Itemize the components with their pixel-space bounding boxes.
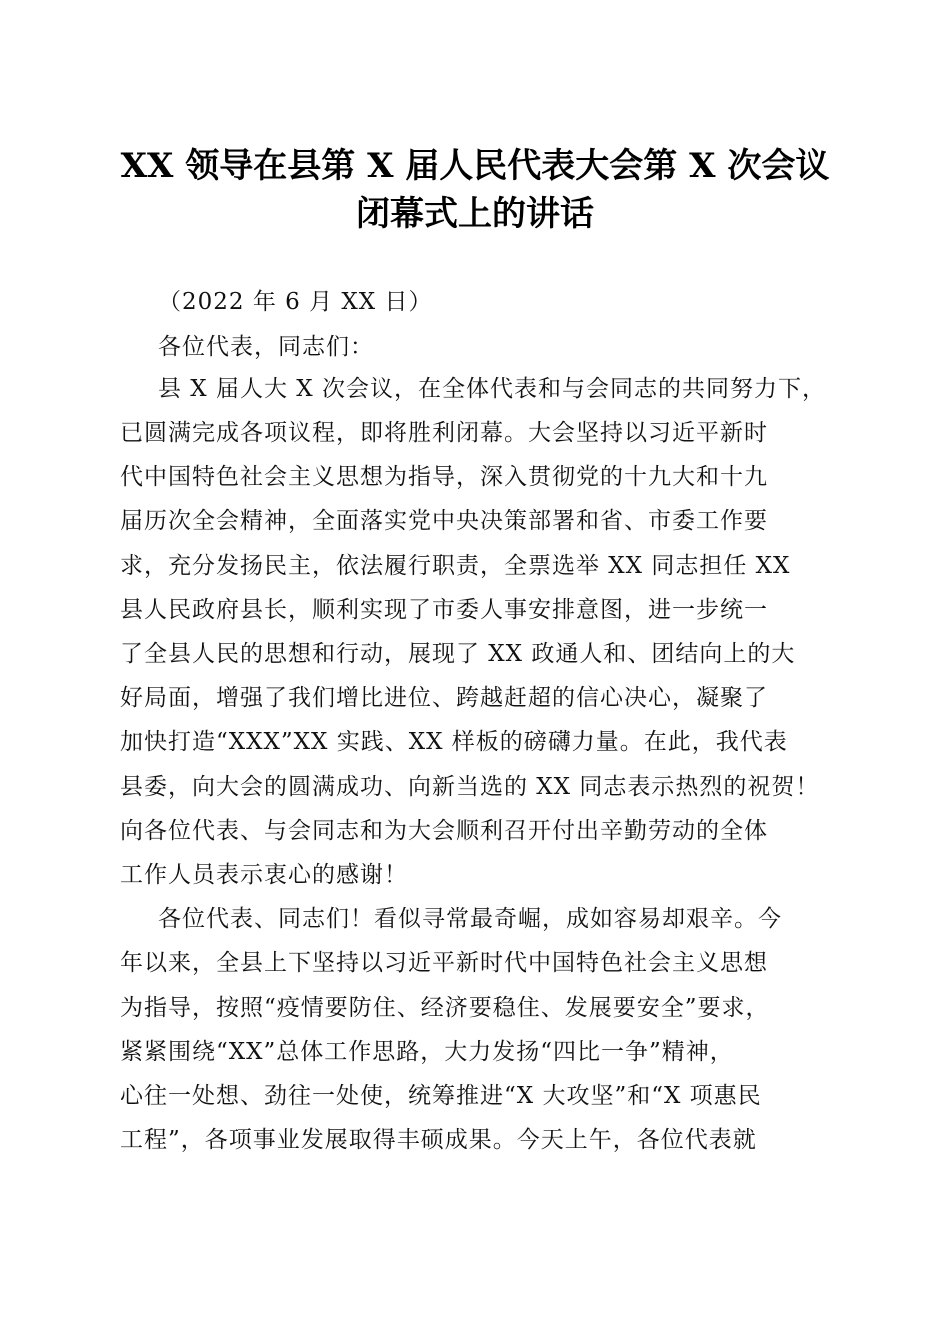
paragraph-2-line: 为指导，按照“疫情要防住、经济要稳住、发展要安全”要求， [120, 995, 770, 1021]
document-title-line-1: XX 领导在县第 X 届人民代表大会第 X 次会议 [120, 146, 830, 186]
paragraph-1-line: 加快打造“XXX”XX 实践、XX 样板的磅礴力量。在此，我代表 [120, 729, 788, 755]
salutation: 各位代表，同志们： [158, 334, 374, 360]
paragraph-1-line: 工作人员表示衷心的感谢！ [120, 862, 408, 888]
document-title-line-2: 闭幕式上的讲话 [356, 194, 594, 234]
paragraph-2-line: 年以来，全县上下坚持以习近平新时代中国特色社会主义思想 [120, 950, 768, 976]
paragraph-1-line: 求，充分发扬民主，依法履行职责，全票选举 XX 同志担任 XX [120, 553, 791, 579]
paragraph-1-line: 了全县人民的思想和行动，展现了 XX 政通人和、团结向上的大 [120, 641, 796, 667]
speech-date: （2022 年 6 月 XX 日） [158, 289, 433, 315]
paragraph-2-line: 紧紧围绕“XX”总体工作思路，大力发扬“四比一争”精神， [120, 1039, 734, 1065]
paragraph-2-line: 工程”，各项事业发展取得丰硕成果。今天上午，各位代表就 [120, 1127, 757, 1153]
paragraph-1-line: 已圆满完成各项议程，即将胜利闭幕。大会坚持以习近平新时 [120, 420, 768, 446]
paragraph-1-line: 县委，向大会的圆满成功、向新当选的 XX 同志表示热烈的祝贺！ [120, 774, 820, 800]
paragraph-1-line: 县 X 届人大 X 次会议，在全体代表和与会同志的共同努力下， [158, 376, 826, 402]
paragraph-1-line: 向各位代表、与会同志和为大会顺利召开付出辛勤劳动的全体 [120, 818, 768, 844]
paragraph-1-line: 届历次全会精神，全面落实党中央决策部署和省、市委工作要 [120, 508, 768, 534]
paragraph-2-line: 心往一处想、劲往一处使，统筹推进“X 大攻坚”和“X 项惠民 [120, 1083, 762, 1109]
paragraph-1-line: 代中国特色社会主义思想为指导，深入贯彻党的十九大和十九 [120, 464, 768, 490]
paragraph-2-line: 各位代表、同志们！看似寻常最奇崛，成如容易却艰辛。今 [158, 906, 782, 932]
paragraph-1-line: 县人民政府县长，顺利实现了市委人事安排意图，进一步统一 [120, 597, 768, 623]
paragraph-1-line: 好局面，增强了我们增比进位、跨越赶超的信心决心，凝聚了 [120, 685, 768, 711]
